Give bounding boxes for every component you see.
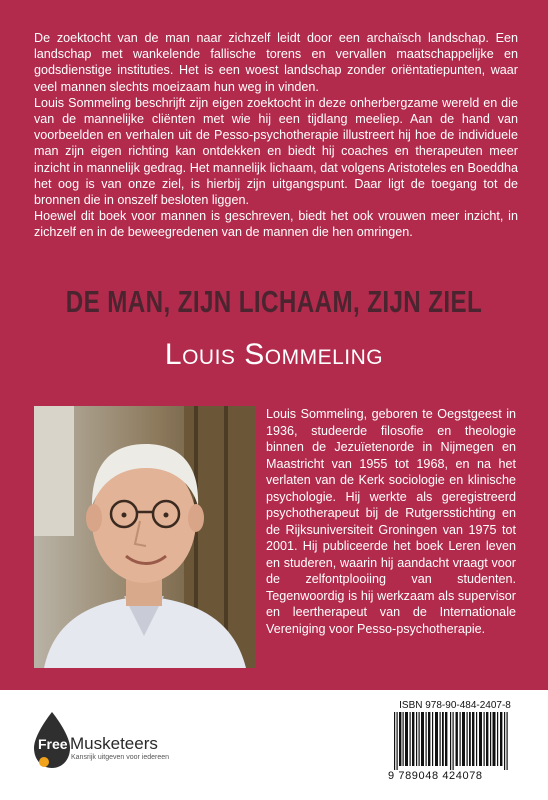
isbn-number: ISBN 978-90-484-2407-8 bbox=[399, 700, 511, 711]
book-title: DE MAN, ZIJN LICHAAM, ZIJN ZIEL bbox=[65, 284, 483, 319]
logo-word-musketeers: Musketeers bbox=[70, 734, 158, 753]
blurb-text bbox=[34, 30, 518, 241]
barcode-icon bbox=[390, 712, 518, 770]
author-bio bbox=[266, 406, 516, 637]
blurb-paragraph-3: Hoewel dit boek voor mannen is geschreven, biedt het ook vrouwen meer inzicht, in zichzelf en in de beweegredenen van de mannen die hen omringen. bbox=[34, 209, 518, 240]
barcode-area bbox=[388, 700, 520, 786]
author-name: Louis Sommeling bbox=[164, 338, 384, 371]
blurb-paragraph-2: Louis Sommeling beschrijft zijn eigen zoektocht in deze onherbergzame wereld en die van de mannelijke cliënten met wie hij een tijdlang meeliep. Aan de hand van voorbeelden en verhalen uit de Pesso-psychotherapie illustreert hij hoe de individuele man zijn eigen richting kan ontdekken en biedt hij coaches en therapeuten meer inzicht in mannelijk gedrag. Het mannelijk lichaam, dat volgens Aristoteles en Boeddha het oog is van onze ziel, is hierbij zijn uitgangspunt. Daar ligt de toegang tot de bronnen die in onszelf besloten liggen. bbox=[34, 95, 518, 208]
barcode-digits: 9 789048 424078 bbox=[388, 770, 483, 782]
author-photo bbox=[34, 406, 256, 668]
author-portrait-image bbox=[34, 406, 256, 668]
logo-word-free: Free bbox=[38, 736, 68, 752]
publisher-logo bbox=[30, 710, 190, 780]
logo-tagline: Kansrijk uitgeven voor iedereen bbox=[71, 754, 170, 761]
bio-paragraph: Louis Sommeling, geboren te Oegstgeest in 1936, studeerde filosofie en theologie binnen de Jezuïetenorde in Nijmegen en Maastricht van 1955 tot 1968, en na het verlaten van de Kerk sociologie en klinische psychologie. Hij werkte als geregistreerd psychotherapeut bij de Rutgersstichting en de Rijksuniversiteit Groningen van 1975 tot 2001. Hij publiceerde het boek Leren leven en studeren, waarin hij aandacht vraagt voor de zelfontplooiing van studenten. Tegenwoordig is hij werkzaam als supervisor en leertherapeut van de Internationale Vereniging voor Pesso-psychotherapie. bbox=[266, 407, 516, 636]
blurb-paragraph-1: De zoektocht van de man naar zichzelf leidt door een archaïsch landschap. Een landschap met wankelende fallische torens en vervallen maatschappelijke en godsdienstige instituties. Het is een woest landschap zonder oriëntatiepunten, waar veel mannen slechts moeizaam hun weg in vinden. bbox=[34, 31, 518, 94]
